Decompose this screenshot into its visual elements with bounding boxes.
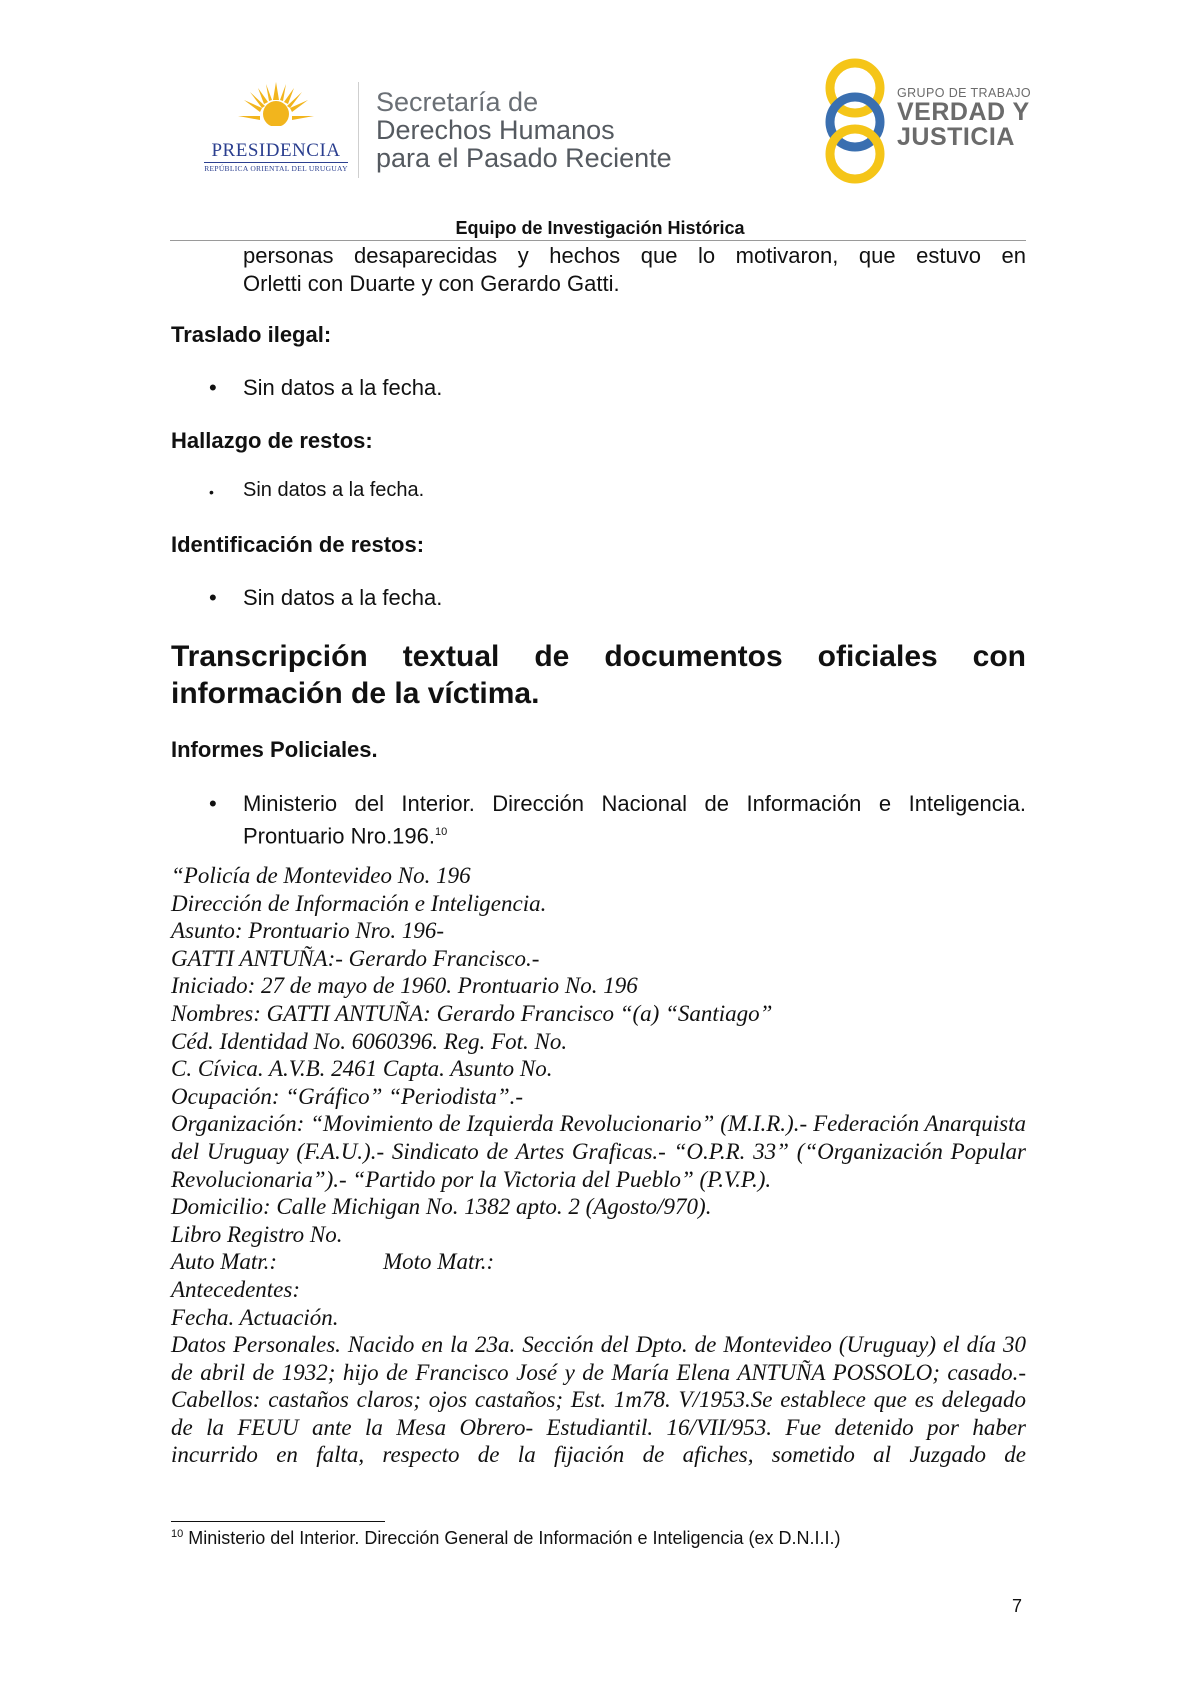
- transcription-line: Libro Registro No.: [171, 1221, 343, 1247]
- verdad-justicia-logo: [820, 56, 1030, 184]
- continuation-line-2: Orletti con Duarte y con Gerardo Gatti.: [243, 271, 620, 296]
- transcription-line: GATTI ANTUÑA:- Gerardo Francisco.-: [171, 945, 540, 971]
- transcription-line: Domicilio: Calle Michigan No. 1382 apto. 2 (Agosto/970).: [171, 1194, 712, 1220]
- heading-hallazgo: Hallazgo de restos:: [171, 428, 373, 453]
- bullet-icon: •: [209, 791, 217, 816]
- informes-item-line-2: [243, 818, 447, 850]
- bullet-icon: •: [209, 585, 217, 610]
- bullet-icon: •: [209, 375, 217, 400]
- footnote: [171, 1528, 841, 1549]
- hallazgo-item: Sin datos a la fecha.: [243, 479, 425, 501]
- transcription-line: Antecedentes:: [171, 1276, 300, 1302]
- logo-divider: [358, 82, 359, 178]
- identificacion-item: Sin datos a la fecha.: [243, 585, 443, 610]
- transcription-line: Dirección de Información e Inteligencia.: [171, 890, 547, 916]
- transcription-line: C. Cívica. A.V.B. 2461 Capta. Asunto No.: [171, 1056, 553, 1082]
- transcription-line: Asunto: Prontuario Nro. 196-: [171, 918, 445, 944]
- header-rule: [170, 240, 1026, 241]
- secretaria-line-3: para el Pasado Reciente: [376, 143, 672, 173]
- sun-emblem-icon: [238, 80, 314, 142]
- transcription-line: “Policía de Montevideo No. 196: [171, 863, 471, 888]
- moto-matr: Moto Matr.:: [383, 1249, 495, 1275]
- transcription-datos: Datos Personales. Nacido en la 23a. Sección del Dpto. de Montevideo (Uruguay) el día 30 de abril de 1932; hijo de Francisco José y de María Elena ANTUÑA POSSOLO; casado.- Cabellos: castaños claros; ojos castaños; Est. 1m78. V/1953.Se establece que es delegado de la FEUU ante la Mesa Obrero- Estudiantil. 16/VII/953. Fue detenido por haber incurrido en falta, respecto de la fijación de afiches, sometido al Juzgado de: [171, 1332, 1026, 1468]
- transcription-line: Fecha. Actuación.: [171, 1304, 339, 1330]
- grupo-title-line-1: VERDAD Y: [897, 98, 1030, 126]
- transcription-line: Iniciado: 27 de mayo de 1960. Prontuario No. 196: [171, 973, 638, 999]
- informes-item-line-1: Ministerio del Interior. Dirección Nacional de Información e Inteligencia.: [243, 791, 1026, 816]
- presidencia-rule: [204, 162, 348, 163]
- running-header-title: Equipo de Investigación Histórica: [455, 218, 745, 238]
- transcription-matr-row: [171, 1248, 1026, 1276]
- presidencia-name: PRESIDENCIA: [211, 140, 341, 161]
- section-title: Transcripción textual de documentos oficiales con información de la víctima.: [171, 640, 1026, 710]
- footnote-rule: [171, 1521, 385, 1522]
- presidencia-subtitle: REPÚBLICA ORIENTAL DEL URUGUAY: [204, 164, 348, 173]
- heading-traslado: Traslado ilegal:: [171, 322, 332, 347]
- grupo-title-line-2: JUSTICIA: [897, 123, 1015, 151]
- transcription-line: Ocupación: “Gráfico” “Periodista”.-: [171, 1083, 524, 1109]
- transcription-line: Céd. Identidad No. 6060396. Reg. Fot. No.: [171, 1028, 568, 1054]
- linked-rings-icon: [820, 56, 890, 184]
- bullet-icon: •: [209, 484, 214, 500]
- footnote-number: 10: [171, 1528, 184, 1540]
- secretaria-logo-text: [376, 88, 672, 172]
- footnote-ref: 10: [435, 826, 448, 838]
- secretaria-line-2: Derechos Humanos: [376, 115, 615, 145]
- grupo-small-label: GRUPO DE TRABAJO: [897, 86, 1031, 100]
- informes-item-text: Prontuario Nro.196.: [243, 823, 435, 849]
- footnote-text: Ministerio del Interior. Dirección General de Información e Inteligencia (ex D.N.I.I.): [183, 1528, 841, 1548]
- transcription-line: Nombres: GATTI ANTUÑA: Gerardo Francisco “(a) “Santiago”: [171, 1000, 773, 1026]
- grupo-title: [897, 100, 1030, 150]
- continuation-line-1: personas desaparecidas y hechos que lo motivaron, que estuvo en: [243, 243, 1026, 268]
- secretaria-line-1: Secretaría de: [376, 87, 539, 117]
- auto-matr: Auto Matr.:: [171, 1249, 278, 1275]
- traslado-item: Sin datos a la fecha.: [243, 375, 443, 400]
- heading-informes: Informes Policiales.: [171, 737, 378, 762]
- transcription-block: [171, 862, 1026, 1469]
- heading-identificacion: Identificación de restos:: [171, 532, 425, 557]
- presidencia-logo: [196, 80, 356, 180]
- transcription-organizacion: Organización: “Movimiento de Izquierda Revolucionario” (M.I.R.).- Federación Anarquista del Uruguay (F.A.U.).- Sindicato de Artes Graficas.- “O.P.R. 33” (“Organización Popular Revolucionaria”).- “Partido por la Victoria del Pueblo” (P.V.P.).: [171, 1111, 1026, 1192]
- page-number: 7: [1012, 1596, 1023, 1616]
